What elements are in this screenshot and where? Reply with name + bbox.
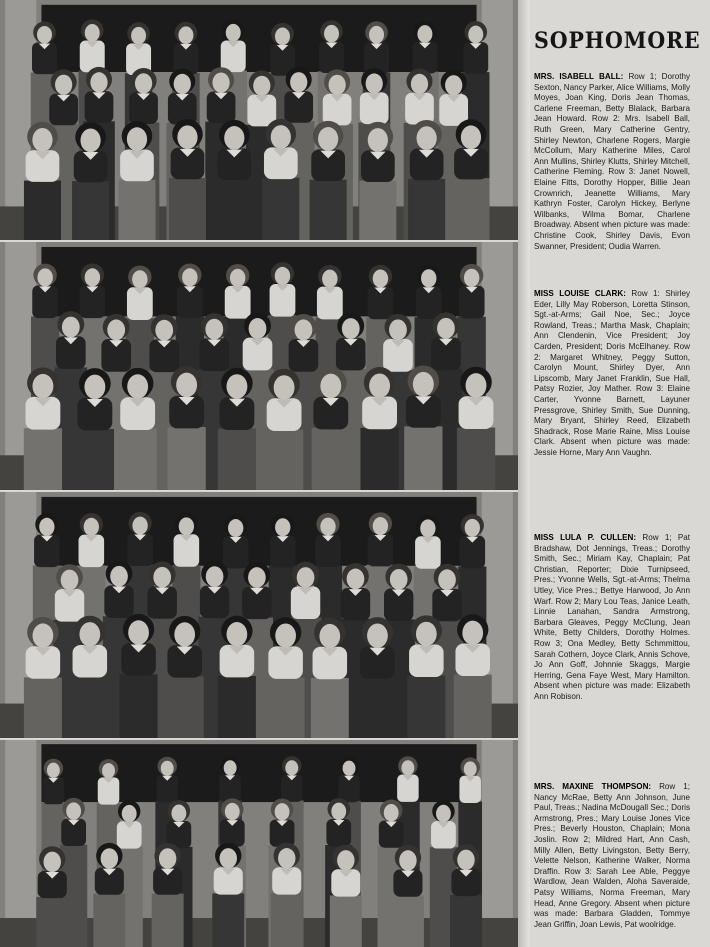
- caption-cullen: [534, 533, 690, 703]
- class-photo-cullen: [0, 492, 518, 738]
- caption-roster-text: Row 1: Shirley Eder, Lilly May Roberson, Loretta Stinson, Sgt.-at-Arms; Gail Noe, Sec.; Joyce Rowland, Treas.; Martha Mask, Chaplain; Ann Clendenin, Vice President; Joy Carden, President; Doris McElhaney. Row 2: Margaret Whitney, Peggy Sutton, Carolyn Mount, Shirley Dyer, Ann Lipscomb, Mary Janet Franklin, Sue Hall, Patsy Rozier, Joy Mather. Row 3: Elaine Carter, Yvonne Barnett, Layuner Pressgrove, Shirley Smith, Sue Dunning, Mary Bryant, Shirley Reed, Elizabeth Shadrack, Rose Marie Raine, Miss Louise Clark. Absent when picture was made: Jessie Horne, Mary Ann Vaughn.: [534, 289, 691, 457]
- caption-clark: [534, 289, 690, 459]
- caption-teacher-name: MISS LOUISE CLARK:: [534, 289, 626, 298]
- caption-roster-text: Row 1; Dorothy Sexton, Nancy Parker, Alice Williams, Molly Moyes, Joan King, Doris Jean Thomas, Carlene Freeman, Betty Blalack, Barbara Jean Howard. Row 2: Mrs. Isabell Ball, Ruth Green, Mary Catherine Gentry, Shirley Newton, Charlene Rogers, Margie McCollum, Mary Katherine Miles, Carol Ann Mullins, Shirley Klutts, Shirley Mitchell, Catherine Fleming. Row 3: Janet Nowell, Elaine Fitts, Dorothy Hopper, Billie Jean Crownrich, Jeanette Williams, Mary Kathryn Foster, Carolyn Hickey, Berlyne Wilbanks, Wilma Bomar, Charlene Broadway. Absent when picture was made: Christine Cook, Shirley Davis, Evon Swanner, President; Oudia Warren.: [534, 72, 691, 251]
- class-photo-ball: [0, 0, 518, 240]
- photo-tint: [0, 492, 518, 738]
- photo-tint: [0, 0, 518, 240]
- caption-teacher-name: MRS. ISABELL BALL:: [534, 72, 624, 81]
- class-photo-thompson: [0, 740, 518, 947]
- page-gutter: [518, 0, 530, 947]
- caption-thompson: [534, 782, 690, 930]
- page-title: SOPHOMORE: [534, 28, 701, 54]
- caption-roster-text: Row 1; Pat Bradshaw, Dot Jennings, Treas.; Dorothy Smith, Sec.; Miriam Kay, Chaplain; Pat Christian, Reporter; Dixie Turnipseed, Pres.; Yvonne Wells, Sgt.-at-Arms; Thelma Utley, Vice Pres.; Bettye Harwood, Jo Ann Warf. Row 2; Mary Lou Teas, Janice Leath, Linnie Lanahan, Sandra Armstrong, Barbara Gleaves, Peggy McClung, Jean White, Betty Childers, Dorothy Holmes. Row 3; Ona Medley, Betty Schmmittou, Sarah Cothern, Joyce Clark, Annis Schove, Jo Ann Goff, Johnnie Skaggs, Margie Herring, Gena Faye West, Mary Hamilton. Absent when picture was made: Elizabeth Ann Robison.: [534, 533, 691, 701]
- caption-roster-text: Row 1; Nancy McRae, Betty Ann Johnson, June Paul, Treas.; Nadina McDougall Sec.; Doris Armstrong, Pres.; Mary Louise Jones Vice Pres.; Beverly Houston, Chaplain; Mona Joslin. Row 2; Mildred Hart, Ann Cash, Milly Allen, Betty Livingston, Betty Berry, Velette Nelson, Katherine Walker, Norma Draffin. Row 3: Sarah Lee Able, Peggye Wardlow, Jean Walden, Aloha Saveraide, Patsy Williams, Norma Freeman, Mary Head, Anne Gregory. Absent when picture was made: Barbara Gladden, Tommye Jean Griffin, Joan Lewis, Pat woolridge.: [534, 782, 690, 929]
- caption-teacher-name: MRS. MAXINE THOMPSON:: [534, 782, 652, 791]
- caption-ball: [534, 72, 690, 252]
- class-photo-ball-image: [0, 0, 518, 240]
- class-photo-clark: [0, 242, 518, 490]
- class-photo-cullen-image: [0, 492, 518, 738]
- class-photo-thompson-image: [0, 740, 518, 947]
- class-photo-clark-image: [0, 242, 518, 490]
- photo-tint: [0, 740, 518, 947]
- caption-teacher-name: MISS LULA P. CULLEN:: [534, 533, 637, 542]
- photo-tint: [0, 242, 518, 490]
